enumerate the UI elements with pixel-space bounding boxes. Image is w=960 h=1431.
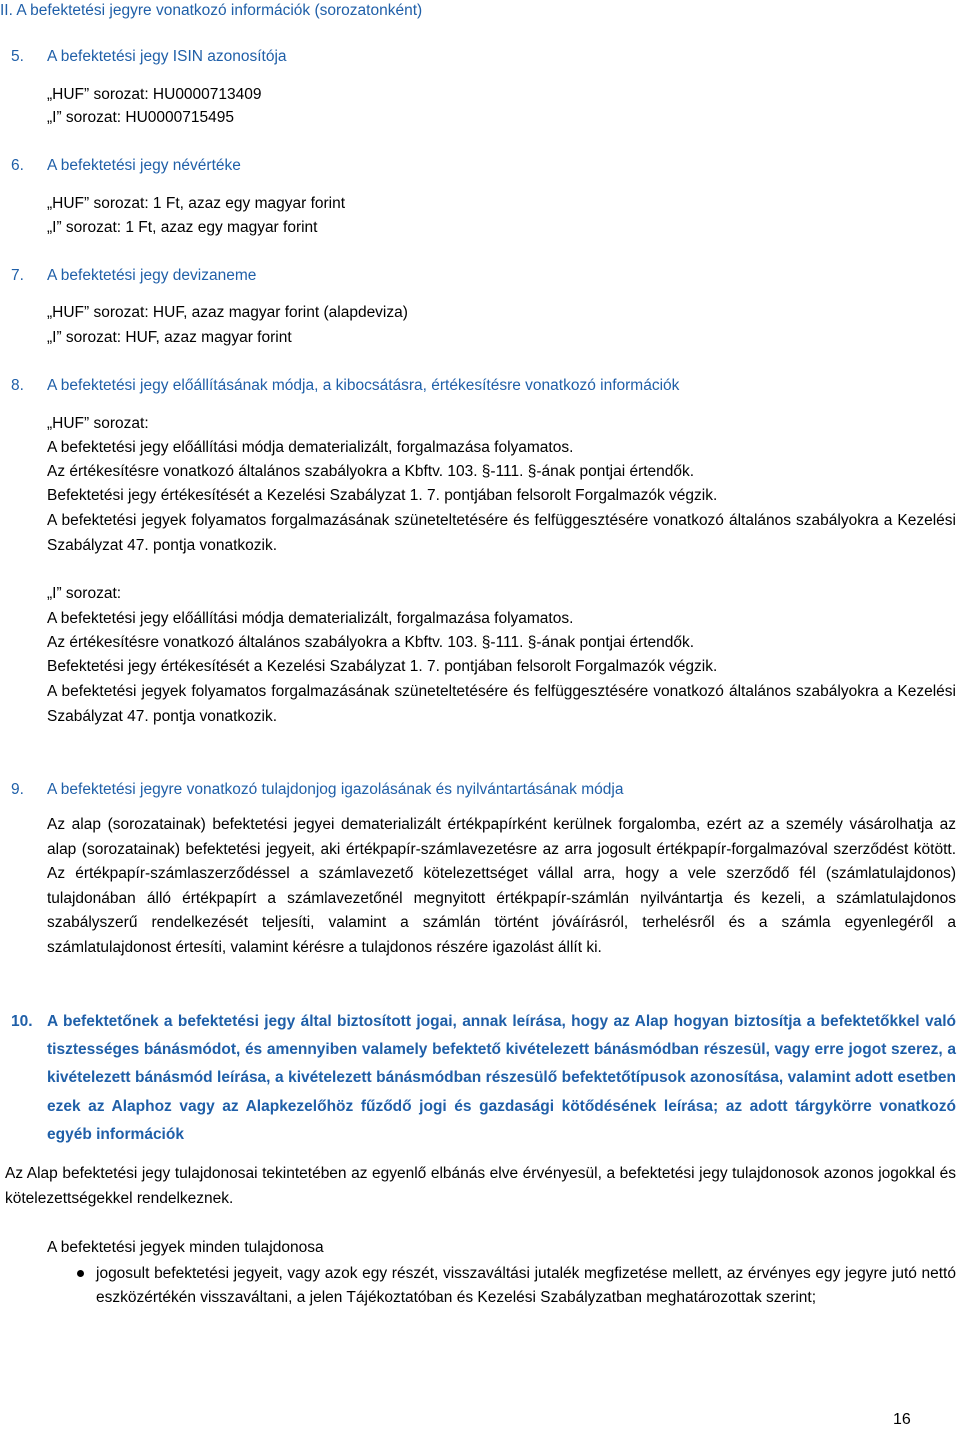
bullet-icon	[77, 1270, 84, 1277]
section-8-number: 8.	[11, 377, 24, 394]
section-7-huf-line: „HUF” sorozat: HUF, azaz magyar forint (alapdeviza)	[47, 304, 408, 321]
section-8-huf-paragraph: A befektetési jegyek folyamatos forgalmazásának szüneteltetésére és felfüggesztésére vonatkozó általános szabályokra a Kezelési Szabályzat 47. pontja vonatkozik.	[47, 512, 956, 554]
section-10-number: 10.	[11, 1013, 33, 1030]
section-7-number: 7.	[11, 267, 24, 284]
section-9-title: A befektetési jegyre vonatkozó tulajdonjog igazolásának és nyilvántartásának módja	[47, 781, 624, 798]
section-8-huf-line-3: Befektetési jegy értékesítését a Kezelési Szabályzat 1. 7. pontjában felsorolt Forgalmazók végzik.	[47, 487, 718, 504]
section-5-number: 5.	[11, 48, 24, 65]
section-6-huf-line: „HUF” sorozat: 1 Ft, azaz egy magyar forint	[47, 195, 346, 212]
section-7-title: A befektetési jegy devizaneme	[47, 267, 257, 284]
bullet-item: jogosult befektetési jegyeit, vagy azok egy részét, visszaváltási jutalék megfizetése mellett, az érvényes egy jegyre jutó nettó eszközértékén visszaváltani, a jelen Tájékoztatóban és Kezelési Szabályzatban meghatározottak szerint;	[96, 1265, 956, 1306]
section-5-title: A befektetési jegy ISIN azonosítója	[47, 48, 287, 65]
section-8-i-line-2: Az értékesítésre vonatkozó általános szabályokra a Kbftv. 103. §-111. §-ának pontjai értendők.	[47, 634, 695, 651]
section-10-title: A befektetőnek a befektetési jegy által biztosított jogai, annak leírása, hogy az Alap hogyan biztosítja a befektetőkkel való tisztességes bánásmódot, és amennyiben valamely befektető kivételezett bánásmódban részesül, vagy erre jogot szerez, a kivételezett bánásmód leírása, a kivételezett bánásmódban részesülő befektetőtípusok azonosítása, valamint adott esetben ezek az Alaphoz vagy az Alapkezelőhöz fűződő jogi és gazdasági kötődésének leírása; az adott tárgykörre vonatkozó egyéb információk	[47, 1013, 956, 1143]
section-5-huf-line: „HUF” sorozat: HU0000713409	[47, 86, 262, 103]
section-9-number: 9.	[11, 781, 24, 798]
section-8-i-label: „I” sorozat:	[47, 585, 122, 602]
section-8-title: A befektetési jegy előállításának módja, a kibocsátásra, értékesítésre vonatkozó információk	[47, 377, 680, 394]
section-8-huf-line-2: Az értékesítésre vonatkozó általános szabályokra a Kbftv. 103. §-111. §-ának pontjai értendők.	[47, 463, 695, 480]
section-10-paragraph: Az Alap befektetési jegy tulajdonosai tekintetében az egyenlő elbánás elve érvényesül, a befektetési jegy tulajdonosok azonos jogokkal és kötelezettségekkel rendelkeznek.	[5, 1165, 956, 1207]
section-5-i-line: „I” sorozat: HU0000715495	[47, 109, 234, 126]
main-heading: II. A befektetési jegyre vonatkozó információk (sorozatonként)	[0, 2, 423, 19]
section-6-title: A befektetési jegy névértéke	[47, 157, 241, 174]
page-number: 16	[893, 1411, 911, 1428]
section-8-huf-line-1: A befektetési jegy előállítási módja dematerializált, forgalmazása folyamatos.	[47, 439, 574, 456]
section-9-paragraph: Az alap (sorozatainak) befektetési jegyei dematerializált értékpapírként kerülnek forgalomba, ezért az a személy vásárolhatja az alap (sorozatainak) befektetési jegyeit, aki értékpapír-számlavezetésre az arra jogosult értékpapír-forgalmazóval szerződést kötött. Az értékpapír-számlaszerződéssel a számlavezető kötelezettséget vállal arra, hogy a vele szerződő fél (számlatulajdonos) tulajdonában álló értékpapírt a számlavezetőnél megnyitott értékpapír-számlán nyilvántartja és kezeli, a számlatulajdonos szabályszerű rendelkezését teljesíti, valamint a számlán történt jóváírásról, terhelésről és a számla egyenlegéről a számlatulajdonost értesíti, valamint kérésre a tulajdonos részére igazolást állít ki.	[47, 816, 956, 956]
section-8-i-line-1: A befektetési jegy előállítási módja dematerializált, forgalmazása folyamatos.	[47, 610, 574, 627]
section-8-i-paragraph: A befektetési jegyek folyamatos forgalmazásának szüneteltetésére és felfüggesztésére vonatkozó általános szabályokra a Kezelési Szabályzat 47. pontja vonatkozik.	[47, 683, 956, 725]
section-6-i-line: „I” sorozat: 1 Ft, azaz egy magyar forint	[47, 219, 318, 236]
section-6-number: 6.	[11, 157, 24, 174]
owners-intro: A befektetési jegyek minden tulajdonosa	[47, 1239, 324, 1256]
section-7-i-line: „I” sorozat: HUF, azaz magyar forint	[47, 329, 292, 346]
section-8-huf-label: „HUF” sorozat:	[47, 415, 149, 432]
section-8-i-line-3: Befektetési jegy értékesítését a Kezelési Szabályzat 1. 7. pontjában felsorolt Forgalmazók végzik.	[47, 658, 718, 675]
